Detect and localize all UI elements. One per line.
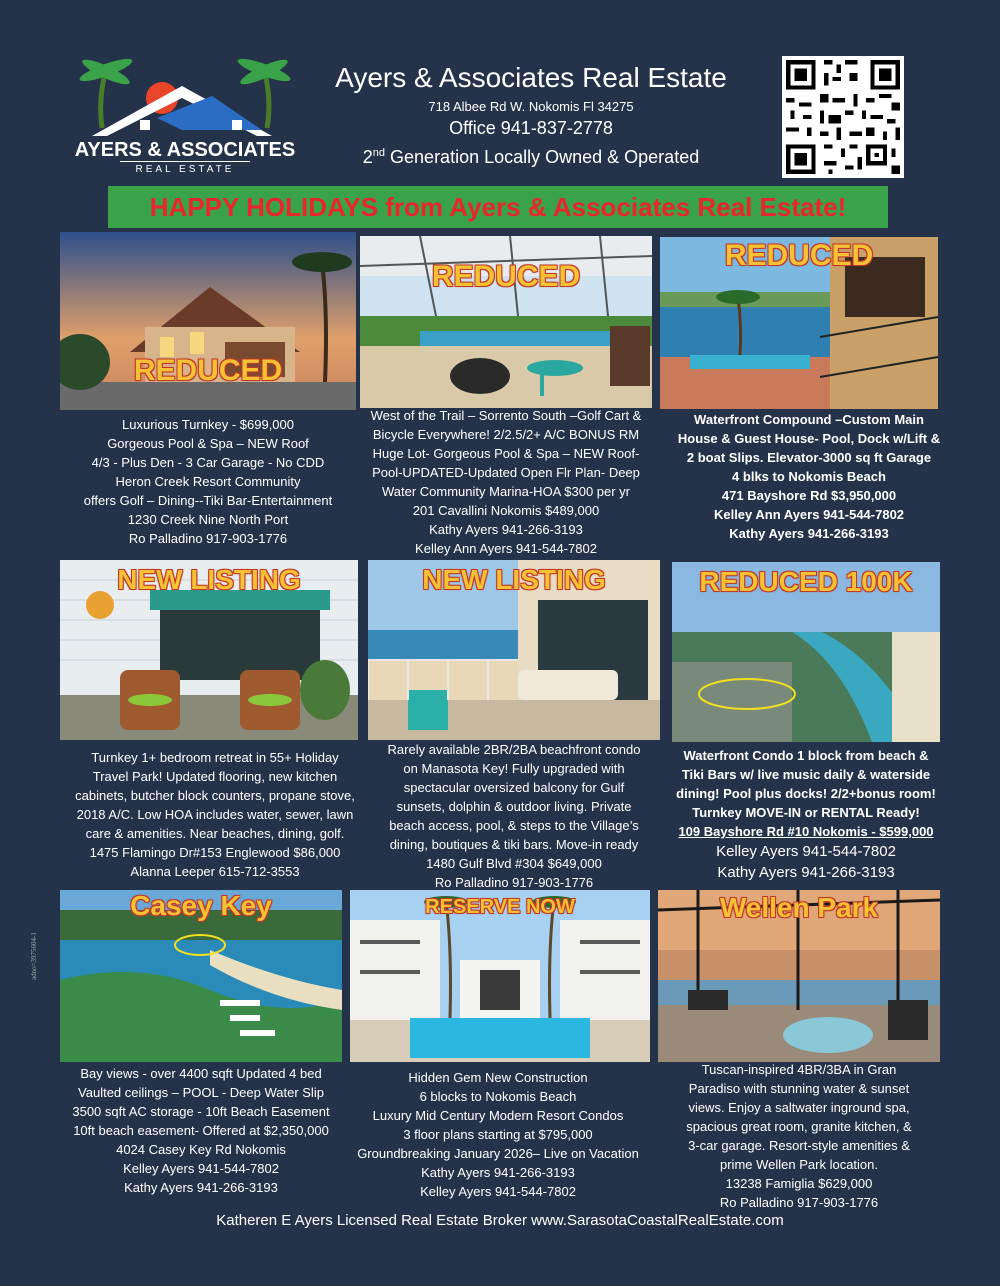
qr-code[interactable] xyxy=(782,56,904,178)
logo-main-text: AYERS & ASSOCIATES xyxy=(74,139,296,161)
footer-broker: Katheren E Ayers Licensed Real Estate Broker www.SarasotaCoastalRealEstate.com xyxy=(216,1212,784,1229)
listing-8-description: Hidden Gem New Construction 6 blocks to Nokomis Beach Luxury Mid Century Modern Resort Condos 3 floor plans starting at $795,000 Groundbreaking January 2026– Live on Vacation Kathy Ayers 941-266-3193 Kelley Ayers 941-544-7802 xyxy=(357,1070,639,1199)
listing-3-description: Waterfront Compound –Custom Main House & Guest House- Pool, Dock w/Lift & 2 boat Slips. Elevator-3000 sq ft Garage 4 blks to Nokomis Beach 471 Bayshore Rd $3,950,000 Kelley Ann Ayers 941-544-7802 Kathy Ayers 941-266-3193 xyxy=(677,412,941,541)
listing-7-photo[interactable] xyxy=(60,890,342,1062)
listing-7-tag: Casey Key xyxy=(130,890,272,921)
logo-sub-text: REAL ESTATE xyxy=(135,164,235,175)
company-logo xyxy=(62,58,308,176)
listing-9-description: Tuscan-inspired 4BR/3BA in Gran Paradiso with stunning water & sunset views. Enjoy a saltwater inground spa, spacious great room, granite kitchen, & 3-car garage. Resort-style amenities & prime Wellen Park location. 13238 Famiglia $629,000 Ro Palladino 917-903-1776 xyxy=(686,1062,912,1210)
listing-4-tag: NEW LISTING xyxy=(117,564,301,595)
listing-2-tag: REDUCED xyxy=(431,260,581,293)
listing-5-tag: NEW LISTING xyxy=(422,564,606,595)
header xyxy=(318,60,744,170)
listing-2-photo[interactable] xyxy=(360,236,652,408)
listing-1-tag: REDUCED xyxy=(133,354,283,387)
listing-6-address: 109 Bayshore Rd #10 Nokomis - $599,000 xyxy=(678,824,934,839)
holiday-banner: HAPPY HOLIDAYS from Ayers & Associates Real Estate! xyxy=(108,186,888,228)
listing-4-photo[interactable] xyxy=(60,560,358,740)
listing-3-photo[interactable] xyxy=(660,237,938,409)
listing-5-photo[interactable] xyxy=(368,560,660,740)
listing-1-photo[interactable] xyxy=(60,232,356,410)
listing-6-photo[interactable] xyxy=(672,562,940,742)
company-name: Ayers & Associates Real Estate xyxy=(335,62,727,93)
listing-6-tag: REDUCED 100K xyxy=(699,566,913,597)
listing-2-description: West of the Trail – Sorrento South –Golf Cart & Bicycle Everywhere! 2/2.5/2+ A/C BONUS RM Huge Lot- Gorgeous Pool & Spa – NEW Roof- Pool-UPDATED-Updated Open Flr Plan- Deep Water Community Marina-HOA $300 per yr 201 Cavallini Nokomis $489,000 Kathy Ayers 941-266-3193 Kelley Ann Ayers 941-544-7802 xyxy=(370,408,642,556)
listing-7-description: Bay views - over 4400 sqft Updated 4 bed Vaulted ceilings – POOL - Deep Water Slip 3500 sqft AC storage - 10ft Beach Easement 10ft beach easement- Offered at $2,350,000 4024 Casey Key Rd Nokomis Kelley Ayers 941-544-7802 Kathy Ayers 941-266-3193 xyxy=(72,1066,330,1195)
listing-6-description: Waterfront Condo 1 block from beach & Tiki Bars w/ live music daily & waterside dining! Pool plus docks! 2/2+bonus room! Turnkey MOVE-IN or RENTAL Ready! 109 Bayshore Rd #10 Nokomis - $599,000 Kelley Ayers 941-544-7802 Kathy Ayers 941-266-3193 xyxy=(662,746,950,883)
listing-9-photo[interactable] xyxy=(658,890,940,1062)
listing-8-tag: RESERVE NOW xyxy=(425,896,575,918)
company-address: 718 Albee Rd W. Nokomis Fl 34275 xyxy=(428,99,634,114)
listing-1-description: Luxurious Turnkey - $699,000 Gorgeous Pool & Spa – NEW Roof 4/3 - Plus Den - 3 Car Garage - No CDD Heron Creek Resort Community offers Golf – Dining--Tiki Bar-Entertainment 1230 Creek Nine North Port Ro Palladino 917-903-1776 xyxy=(83,417,333,546)
listing-5-description: Rarely available 2BR/2BA beachfront condo on Manasota Key! Fully upgraded with spectacular oversized balcony for Gulf sunsets, dolphin & outdoor living. Private beach access, pool, & steps to the Village’s dining, boutiques & tiki bars. Move-in ready 1480 Gulf Blvd #304 $649,000 Ro Palladino 917-903-1776 xyxy=(387,742,641,890)
generation-tagline: 2nd Generation Locally Owned & Operated xyxy=(362,147,700,167)
listing-8-photo[interactable] xyxy=(350,890,650,1062)
listing-9-tag: Wellen Park xyxy=(719,892,879,923)
office-phone: Office 941-837-2778 xyxy=(449,118,613,138)
ad-number: adno=3975604-1 xyxy=(30,932,38,980)
listing-4-description: Turnkey 1+ bedroom retreat in 55+ Holiday Travel Park! Updated flooring, new kitchen cabinets, butcher block counters, propane stove, 2018 A/C. Low HOA includes water, sewer, lawn care & amenities. Near beaches, dining, golf. 1475 Flamingo Dr#153 Englewood $86,000 Alanna Leeper 615-712-3553 xyxy=(75,750,355,879)
listing-3-tag: REDUCED xyxy=(724,239,874,272)
